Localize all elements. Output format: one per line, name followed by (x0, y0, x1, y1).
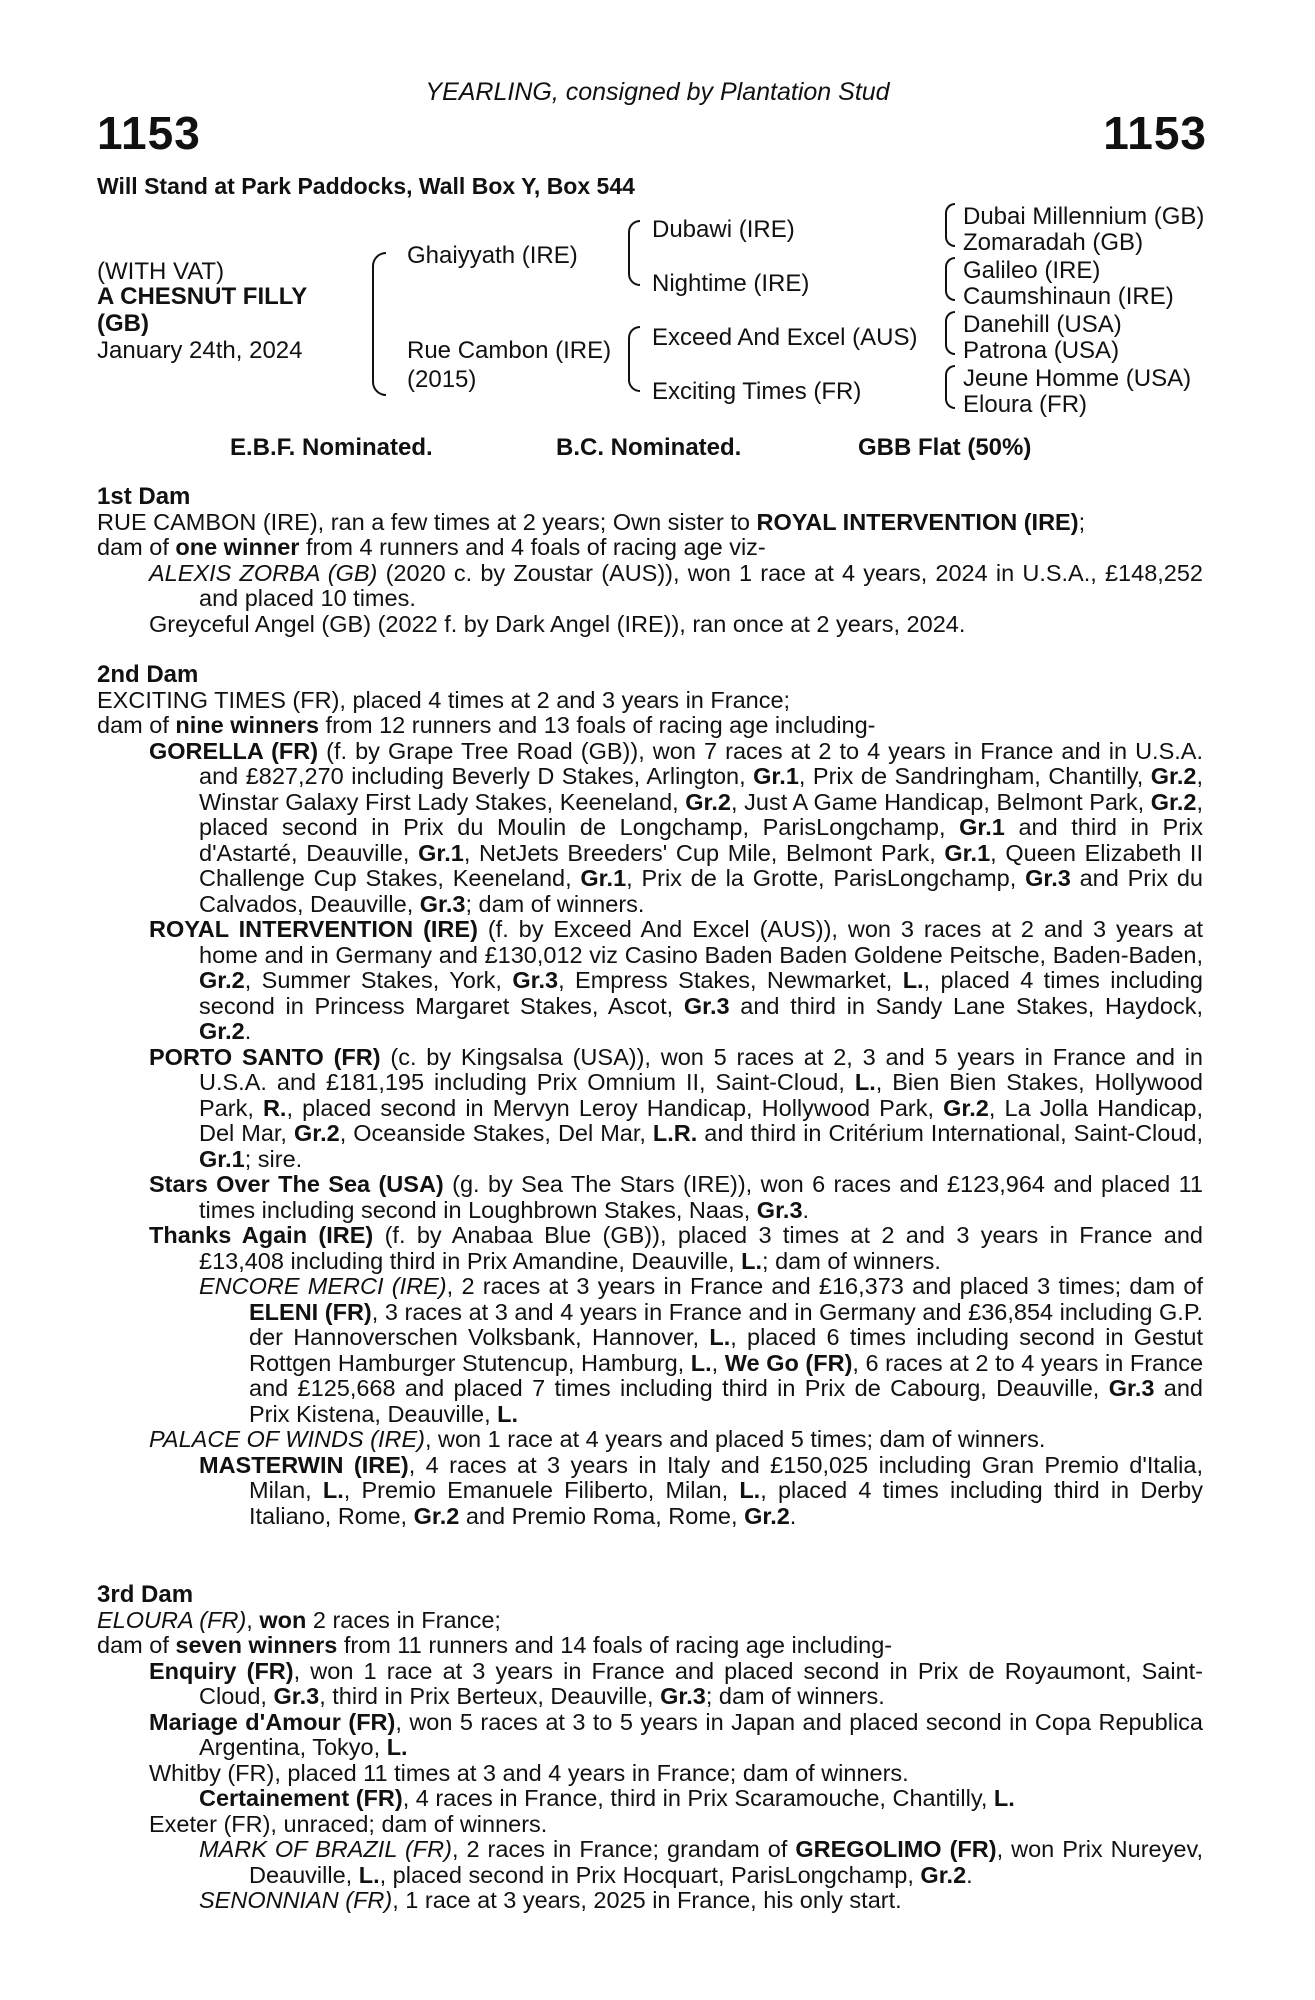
progeny-entry: SENONNIAN (FR), 1 race at 3 years, 2025 in France, his only start. (199, 1887, 902, 1913)
sd-sire: Galileo (IRE) (963, 257, 1101, 284)
progeny-entry: Enquiry (FR), won 1 race at 3 years in France and placed second in Prix de Royaumont, Saint-Cloud, Gr.3, third in Prix Berteux, Deauville, Gr.3; dam of winners. (149, 1657, 1203, 1709)
ds-dam: Patrona (USA) (963, 337, 1120, 364)
pedigree-brace-dd (945, 365, 955, 409)
progeny-entry: Thanks Again (IRE) (f. by Anabaa Blue (GB)), placed 3 times at 2 and 3 years in France and £13,408 including third in Prix Amandine, Deauville, L.; dam of winners. (149, 1222, 1203, 1274)
ds-sire: Danehill (USA) (963, 311, 1122, 338)
dd-dam: Eloura (FR) (963, 391, 1088, 418)
pedigree-brace-ds (945, 311, 955, 355)
ss-sire: Dubai Millennium (GB) (963, 203, 1205, 230)
lot-number-right: 1153 (1103, 107, 1207, 159)
progeny-entry: MARK OF BRAZIL (FR), 2 races in France; grandam of GREGOLIMO (FR), won Prix Nureyev, Deauville, L., placed second in Prix Hocquart, ParisLongchamp, Gr.2. (199, 1836, 1203, 1888)
progeny-entry: ROYAL INTERVENTION (IRE) (f. by Exceed And Excel (AUS)), won 3 races at 2 and 3 years at home and in Germany and £130,012 viz Casino Baden Baden Goldene Peitsche, Baden-Baden, Gr.2, Summer Stakes, York, Gr.3, Empress Stakes, Newmarket, L., placed 4 times including second in Princess Margaret Stakes, Ascot, Gr.3 and third in Sandy Lane Stakes, Haydock, Gr.2. (149, 916, 1203, 1044)
progeny-entry: Mariage d'Amour (FR), won 5 races at 3 to 5 years in Japan and placed second in Copa Republica Argentina, Tokyo, L. (149, 1708, 1204, 1760)
pedigree-brace-main (372, 252, 386, 396)
consignment-note: YEARLING, consigned by Plantation Stud (425, 78, 890, 106)
gbb-flat: GBB Flat (50%) (858, 434, 1032, 461)
sire: Ghaiyyath (IRE) (407, 242, 578, 269)
section-heading: 3rd Dam (97, 1581, 194, 1608)
ss-dam: Zomaradah (GB) (963, 229, 1144, 256)
foaling-date: January 24th, 2024 (97, 337, 303, 364)
dd-sire: Jeune Homme (USA) (963, 365, 1192, 392)
pedigree-brace-ss (945, 203, 955, 247)
pedigree-brace-sd (945, 257, 955, 301)
sibling-name: ROYAL INTERVENTION (IRE) (756, 508, 1079, 535)
progeny-entry: PORTO SANTO (FR) (c. by Kingsalsa (USA)), won 5 races at 2, 3 and 5 years in France and in U.S.A. and £181,195 including Prix Omnium II, Saint-Cloud, L., Bien Bien Stakes, Hollywood Park, R., placed second in Mervyn Leroy Handicap, Hollywood Park, Gr.2, La Jolla Handicap, Del Mar, Gr.2, Oceanside Stakes, Del Mar, L.R. and third in Critérium International, Saint-Cloud, Gr.1; sire. (149, 1043, 1204, 1172)
progeny-entry: MASTERWIN (IRE), 4 races at 3 years in Italy and £150,025 including Gran Premio d'Italia, Milan, L., Premio Emanuele Filiberto, Milan, L., placed 4 times including third in Derby Italiano, Rome, Gr.2 and Premio Roma, Rome, Gr.2. (199, 1451, 1204, 1529)
dam-year: (2015) (407, 366, 477, 393)
third-dam-section: 3rd Dam ELOURA (FR), won 2 races in France; dam of seven winners from 11 runners and 14 foals of racing age including- Enquiry (FR), won 1 race at 3 years in France and placed second in Prix de Royaumont, Saint-Cloud, Gr.3, third in Prix Berteux, Deauville, Gr.3; dam of winners. Mariage d'Amour (FR), won 5 races at 3 to 5 years in Japan and placed second in Copa Republica Argentina, Tokyo, L. Whitby (FR), placed 11 times at 3 and 4 years in France; dam of winners. Certainement (FR), 4 races in France, third in Prix Scaramouche, Chantilly, L. Exeter (FR), unraced; dam of winners. MARK OF BRAZIL (FR), 2 races in France; grandam of GREGOLIMO (FR), won Prix Nureyev, Deauville, L., placed second in Prix Hocquart, ParisLongchamp, Gr.2. SENONNIAN (FR), 1 race at 3 years, 2025 in France, his only start. (97, 1581, 1204, 1913)
dam-sire: Exceed And Excel (AUS) (652, 324, 918, 351)
first-dam-section: 1st Dam RUE CAMBON (IRE), ran a few times at 2 years; Own sister to ROYAL INTERVENTION (IRE); dam of one winner from 4 runners and 4 foals of racing age viz- ALEXIS ZORBA (GB) (2020 c. by Zoustar (AUS)), won 1 race at 4 years, 2024 in U.S.A., £148,252 and placed 10 times. Greyceful Angel (GB) (2022 f. by Dark Angel (IRE)), ran once at 2 years, 2024. (97, 483, 1203, 637)
progeny-entry: Exeter (FR), unraced; dam of winners. (149, 1810, 548, 1837)
pedigree-brace-sire (628, 220, 640, 286)
bc-nomination: B.C. Nominated. (556, 434, 742, 461)
dam: Rue Cambon (IRE) (407, 337, 612, 364)
dam-dam: Exciting Times (FR) (652, 378, 862, 405)
progeny-entry: ALEXIS ZORBA (GB) (2020 c. by Zoustar (AUS)), won 1 race at 4 years, 2024 in U.S.A., £148,252 and placed 10 times. (149, 559, 1203, 611)
sd-dam: Caumshinaun (IRE) (963, 283, 1174, 310)
progeny-entry: Certainement (FR), 4 races in France, third in Prix Scaramouche, Chantilly, L. (199, 1785, 1015, 1811)
horse-origin: (GB) (97, 310, 149, 337)
horse-name: A CHESNUT FILLY (97, 283, 308, 310)
pedigree-brace-dam (628, 326, 640, 392)
progeny-entry: PALACE OF WINDS (IRE), won 1 race at 4 years and placed 5 times; dam of winners. (149, 1426, 1046, 1452)
vat-note: (WITH VAT) (97, 258, 225, 285)
sire-dam: Nightime (IRE) (652, 270, 810, 297)
progeny-entry: Whitby (FR), placed 11 times at 3 and 4 years in France; dam of winners. (149, 1759, 909, 1786)
progeny-entry: Greyceful Angel (GB) (2022 f. by Dark Angel (IRE)), ran once at 2 years, 2024. (149, 610, 966, 637)
progeny-entry: GORELLA (FR) (f. by Grape Tree Road (GB)), won 7 races at 2 to 4 years in France and in U.S.A. and £827,270 including Beverly D Stakes, Arlington, Gr.1, Prix de Sandringham, Chantilly, Gr.2, Winstar Galaxy First Lady Stakes, Keeneland, Gr.2, Just A Game Handicap, Belmont Park, Gr.2, placed second in Prix du Moulin de Longchamp, ParisLongchamp, Gr.1 and third in Prix d'Astarté, Deauville, Gr.1, NetJets Breeders' Cup Mile, Belmont Park, Gr.1, Queen Elizabeth II Challenge Cup Stakes, Keeneland, Gr.1, Prix de la Grotte, ParisLongchamp, Gr.3 and Prix du Calvados, Deauville, Gr.3; dam of winners. (149, 737, 1203, 917)
stand-location: Will Stand at Park Paddocks, Wall Box Y, Box 544 (97, 173, 635, 199)
progeny-entry: ENCORE MERCI (IRE), 2 races at 3 years in France and £16,373 and placed 3 times; dam of ELENI (FR), 3 races at 3 and 4 years in France and in Germany and £36,854 including G.P. der Hannoverschen Volksbank, Hannover, L., placed 6 times including second in Gestut Rottgen Hamburger Stutencup, Hamburg, L., We Go (FR), 6 races at 2 to 4 years in France and £125,668 and placed 7 times including third in Prix de Cabourg, Deauville, Gr.3 and Prix Kistena, Deauville, L. (199, 1273, 1204, 1427)
sire-sire: Dubawi (IRE) (652, 216, 795, 243)
section-heading: 2nd Dam (97, 661, 199, 688)
lot-number-left: 1153 (97, 107, 201, 159)
ebf-nomination: E.B.F. Nominated. (230, 434, 433, 461)
section-heading: 1st Dam (97, 483, 191, 510)
progeny-entry: Stars Over The Sea (USA) (g. by Sea The Stars (IRE)), won 6 races and £123,964 and placed 11 times including second in Loughbrown Stakes, Naas, Gr.3. (149, 1171, 1203, 1223)
second-dam-section: 2nd Dam EXCITING TIMES (FR), placed 4 times at 2 and 3 years in France; dam of nine winners from 12 runners and 13 foals of racing age including- GORELLA (FR) (f. by Grape Tree Road (GB)), won 7 races at 2 to 4 years in France and in U.S.A. and £827,270 including Beverly D Stakes, Arlington, Gr.1, Prix de Sandringham, Chantilly, Gr.2, Winstar Galaxy First Lady Stakes, Keeneland, Gr.2, Just A Game Handicap, Belmont Park, Gr.2, placed second in Prix du Moulin de Longchamp, ParisLongchamp, Gr.1 and third in Prix d'Astarté, Deauville, Gr.1, NetJets Breeders' Cup Mile, Belmont Park, Gr.1, Queen Elizabeth II Challenge Cup Stakes, Keeneland, Gr.1, Prix de la Grotte, ParisLongchamp, Gr.3 and Prix du Calvados, Deauville, Gr.3; dam of winners. ROYAL INTERVENTION (IRE) (f. by Exceed And Excel (AUS)), won 3 races at 2 and 3 years at home and in Germany and £130,012 viz Casino Baden Baden Goldene Peitsche, Baden-Baden, Gr.2, Summer Stakes, York, Gr.3, Empress Stakes, Newmarket, L., placed 4 times including second in Princess Margaret Stakes, Ascot, Gr.3 and third in Sandy Lane Stakes, Haydock, Gr.2. PORTO SANTO (FR) (c. by Kingsalsa (USA)), won 5 races at 2, 3 and 5 years in France and in U.S.A. and £181,195 including Prix Omnium II, Saint-Cloud, L., Bien Bien Stakes, Hollywood Park, R., placed second in Mervyn Leroy Handicap, Hollywood Park, Gr.2, La Jolla Handicap, Del Mar, Gr.2, Oceanside Stakes, Del Mar, L.R. and third in Critérium International, Saint-Cloud, Gr.1; sire. Stars Over The Sea (USA) (g. by Sea The Stars (IRE)), won 6 races and £123,964 and placed 11 times including second in Loughbrown Stakes, Naas, Gr.3. Thanks Again (IRE) (f. by Anabaa Blue (GB)), placed 3 times at 2 and 3 years in France and £13,408 including third in Prix Amandine, Deauville, L.; dam of winners. ENCORE MERCI (IRE), 2 races at 3 years in France and £16,373 and placed 3 times; dam of ELENI (FR), 3 races at 3 and 4 years in France and in Germany and £36,854 including G.P. der Hannoverschen Volksbank, Hannover, L., placed 6 times including second in Gestut Rottgen Hamburger Stutencup, Hamburg, L., We Go (FR), 6 races at 2 to 4 years in France and £125,668 and placed 7 times including third in Prix de Cabourg, Deauville, Gr.3 and Prix Kistena, Deauville, L. PALACE OF WINDS (IRE), won 1 race at 4 years and placed 5 times; dam of winners. MASTERWIN (IRE), 4 races at 3 years in Italy and £150,025 including Gran Premio d'Italia, Milan, L., Premio Emanuele Filiberto, Milan, L., placed 4 times including third in Derby Italiano, Rome, Gr.2 and Premio Roma, Rome, Gr.2. (97, 661, 1204, 1529)
